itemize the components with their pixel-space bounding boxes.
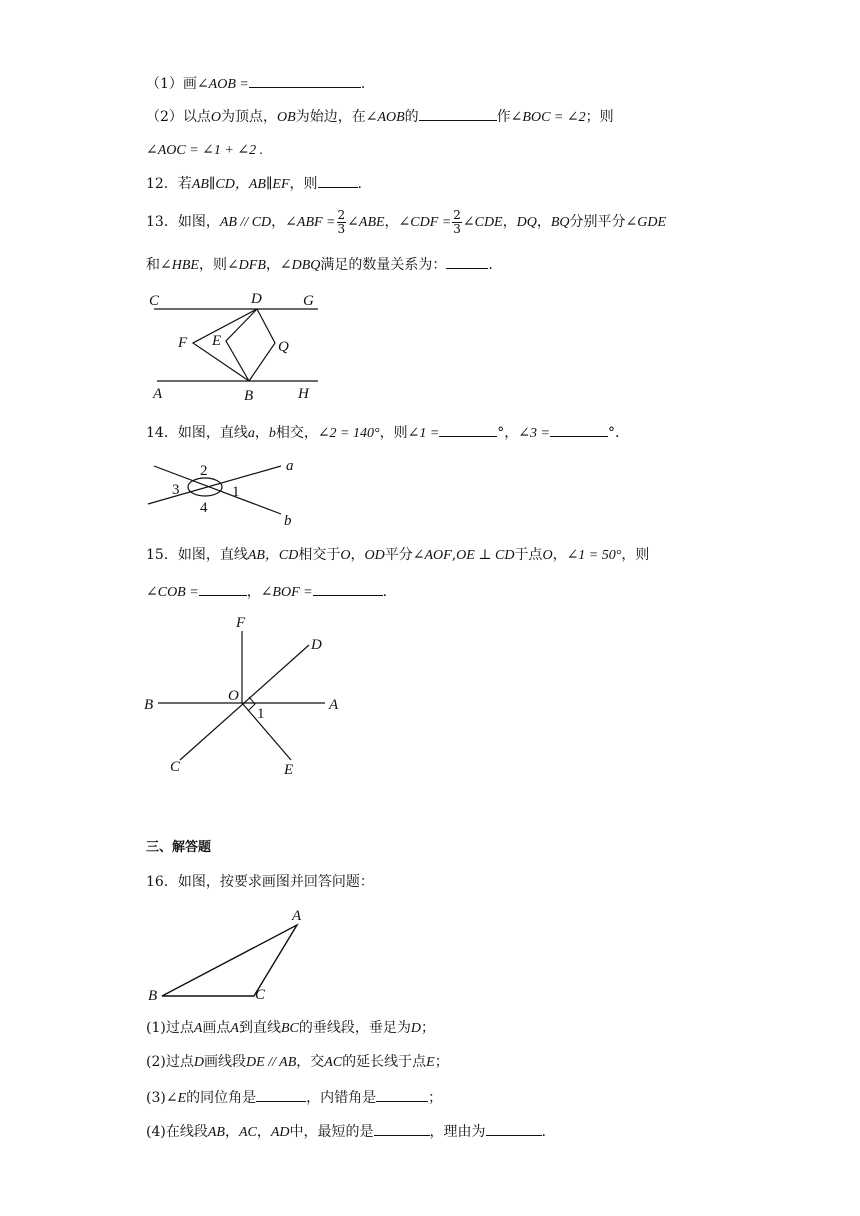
text: （1）画: [146, 76, 197, 92]
text: ，交: [296, 1054, 325, 1070]
text: 作: [496, 109, 511, 125]
text: ；: [420, 1020, 435, 1036]
text: ；: [428, 1090, 443, 1106]
text: ；则: [585, 109, 614, 125]
math-expr: OE ⊥ CD: [456, 548, 515, 563]
text: ，: [246, 584, 261, 600]
math-var: AB: [207, 1125, 225, 1140]
q16-step4: [146, 1121, 546, 1143]
math-var: BQ: [550, 215, 570, 230]
triangle-abc: [162, 925, 297, 996]
math-var: OD: [364, 548, 385, 563]
label-h: H: [298, 386, 309, 402]
math-expr: ∠3 =: [518, 426, 550, 441]
math-var: AC: [324, 1055, 343, 1070]
math-expr: AB // CD: [219, 215, 272, 230]
numerator: 2: [453, 207, 461, 222]
math-expr: ∠CDF =: [398, 215, 452, 230]
label-3: 3: [172, 482, 180, 498]
math-expr: ∠ABE: [347, 215, 385, 230]
math-expr: ∠ABF =: [285, 215, 336, 230]
text: ，: [536, 214, 551, 230]
answer-blank[interactable]: [376, 1087, 428, 1102]
math-expr: ∠DFB: [226, 258, 266, 273]
text: .: [488, 257, 493, 273]
q16-step1: [146, 1018, 435, 1039]
math-var: A: [193, 1021, 203, 1036]
text: ，: [256, 1124, 271, 1140]
text: ,: [451, 547, 457, 563]
text: 画线段: [203, 1054, 246, 1070]
text: (3): [146, 1090, 166, 1106]
text: 于点: [514, 547, 543, 563]
label-g: G: [303, 293, 314, 309]
text: ，则: [198, 257, 227, 273]
text: 中，最短的是: [289, 1124, 374, 1140]
math-var: O: [210, 110, 222, 125]
math-expr: ∠1 =: [407, 426, 440, 441]
math-expr: AB∥CD，AB∥EF: [191, 177, 290, 192]
label-b: B: [244, 388, 254, 404]
label-e: E: [212, 333, 222, 349]
math-expr: ∠BOC = ∠2: [510, 110, 586, 125]
math-expr: ∠DBQ: [279, 258, 321, 273]
label-f: F: [178, 335, 188, 351]
math-expr: ∠AOB =: [196, 77, 249, 92]
text: 到直线: [238, 1020, 281, 1036]
text: ，: [502, 214, 517, 230]
text: 画点: [202, 1020, 231, 1036]
label-a: A: [153, 386, 163, 402]
text: ，则: [379, 425, 408, 441]
math-expr: ∠BOF =: [260, 585, 313, 600]
math-var: DQ: [516, 215, 537, 230]
label-c: C: [149, 293, 160, 309]
text: ，内错角是: [306, 1090, 377, 1106]
answer-blank[interactable]: [256, 1087, 306, 1102]
text: ，理由为: [429, 1124, 486, 1140]
math-var: a: [247, 426, 255, 441]
label-d: D: [311, 637, 322, 653]
question-number: 13．如图，: [146, 214, 220, 230]
math-var: b: [268, 426, 276, 441]
section-heading: 三、解答题: [146, 840, 212, 855]
text: （2）以点: [146, 109, 211, 125]
math-expr: ∠AOC = ∠1 + ∠2 .: [146, 143, 264, 158]
label-c: C: [170, 759, 181, 775]
text: 的同位角是: [186, 1090, 257, 1106]
math-expr: ∠AOB: [365, 110, 405, 125]
math-var: D: [193, 1055, 204, 1070]
text: 满足的数量关系为：: [320, 257, 447, 273]
text: 和: [146, 257, 160, 273]
text: 的延长线于点: [342, 1054, 427, 1070]
text: ，: [224, 1124, 239, 1140]
math-var: O: [340, 548, 351, 563]
label-2: 2: [200, 463, 208, 479]
text: .: [541, 1124, 546, 1140]
math-var: BC: [280, 1021, 299, 1036]
label-a: A: [292, 908, 302, 924]
text: 相交，: [275, 425, 318, 441]
label-q: Q: [278, 339, 289, 355]
math-expr: ∠HBE: [160, 258, 199, 273]
text: ，: [271, 214, 286, 230]
label-f: F: [236, 615, 246, 631]
text: (2)过点: [146, 1054, 194, 1070]
math-var: AC: [238, 1125, 257, 1140]
question-number: 14．如图，直线: [146, 425, 248, 441]
math-var: D: [410, 1021, 421, 1036]
text: 的: [404, 109, 419, 125]
math-expr: ∠AOF: [412, 548, 452, 563]
text: °，: [497, 425, 519, 441]
text: ，: [384, 214, 399, 230]
math-expr: ∠CDE: [462, 215, 503, 230]
label-e: E: [284, 762, 294, 778]
question-number: 15．如图，直线: [146, 547, 248, 563]
math-expr: AB，CD: [247, 548, 299, 563]
math-expr: ∠E: [165, 1091, 187, 1106]
math-var: E: [426, 1055, 435, 1070]
label-a: A: [329, 697, 339, 713]
label-a: a: [286, 458, 294, 474]
label-o: O: [228, 688, 239, 704]
label-b: B: [144, 697, 154, 713]
text: 分别平分: [569, 214, 626, 230]
answer-blank[interactable]: [374, 1121, 430, 1136]
text: °．: [607, 425, 629, 441]
text: ，则: [621, 547, 650, 563]
q16-step3: [146, 1087, 442, 1109]
label-d: D: [251, 291, 262, 307]
text: 相交于: [298, 547, 341, 563]
text: 为始边，在: [295, 109, 366, 125]
text: (4)在线段: [146, 1124, 208, 1140]
text: ；: [434, 1054, 449, 1070]
text: ，: [350, 547, 365, 563]
text: ，: [265, 257, 280, 273]
q16-intro: 16．如图，按要求画图并回答问题：: [146, 874, 374, 890]
numerator: 2: [337, 207, 346, 222]
label-b: B: [148, 988, 158, 1004]
answer-blank[interactable]: [486, 1121, 542, 1136]
label-c: C: [255, 987, 266, 1003]
label-4: 4: [200, 500, 208, 516]
math-expr: ∠GDE: [625, 215, 667, 230]
text: 平分: [384, 547, 413, 563]
math-expr: DE // AB: [245, 1055, 297, 1070]
denominator: 3: [337, 221, 346, 236]
math-var: OB: [277, 110, 296, 125]
math-expr: ∠1 = 50°: [566, 548, 622, 563]
text: ，则: [289, 176, 318, 192]
label-1: 1: [257, 706, 265, 722]
text: (1)过点: [146, 1020, 194, 1036]
q16-step2: [146, 1052, 449, 1073]
denominator: 3: [453, 221, 461, 236]
text: .: [382, 584, 388, 600]
math-var: AD: [270, 1125, 290, 1140]
text: ，: [254, 425, 269, 441]
text: 为顶点，: [221, 109, 278, 125]
text: ，: [552, 547, 567, 563]
label-b: b: [284, 513, 292, 529]
math-var: O: [542, 548, 553, 563]
math-var: A: [230, 1021, 239, 1036]
question-number: 12．若: [146, 176, 192, 192]
text: .: [357, 176, 362, 192]
text: .: [360, 76, 366, 92]
label-1: 1: [232, 484, 240, 500]
math-expr: ∠COB =: [146, 585, 199, 600]
math-expr: ∠2 = 140°: [317, 426, 380, 441]
text: 的垂线段，垂足为: [298, 1020, 411, 1036]
